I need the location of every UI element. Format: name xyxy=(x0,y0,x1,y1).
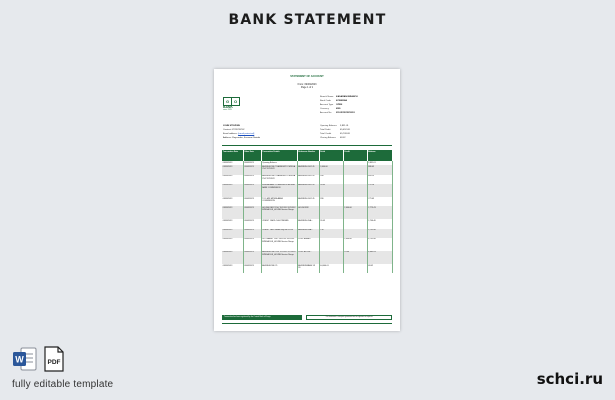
info-value: KES xyxy=(336,108,341,110)
info-value: KASARANI BRANCH xyxy=(336,96,358,98)
table-cell: 09/09/2023 xyxy=(243,206,261,219)
bank-logo xyxy=(223,97,245,112)
table-cell: 09/09/2023 xyxy=(243,219,261,228)
table-cell: 09/09/2023 xyxy=(222,175,243,184)
balance-value: 48.02 xyxy=(340,137,346,139)
transactions-table xyxy=(222,150,393,273)
balance-value: 3,831.01 xyxy=(340,125,349,127)
table-cell: CREDIT CARD CHG PREPAID xyxy=(261,219,297,228)
table-cell: 730 xyxy=(319,229,343,238)
table-cell: ANDREW-CHA... xyxy=(297,219,319,228)
table-cell: 4,732.46 xyxy=(367,238,392,251)
table-row xyxy=(222,264,392,273)
customer-name: JOHN STEVENS xyxy=(223,125,240,127)
table-cell: 09/09/2023 xyxy=(243,175,261,184)
pdf-document-icon xyxy=(43,346,65,372)
table-cell: HOLNOR2K xyxy=(297,206,319,219)
table-cell: ANDREIKOSE 25 xyxy=(261,264,297,273)
customer-key: Address: xyxy=(223,137,232,139)
table-cell: 2,000.00 xyxy=(343,206,367,219)
column-header: Reference Number xyxy=(297,150,319,161)
table-cell: 26.03 xyxy=(319,184,343,197)
table-row xyxy=(222,165,392,174)
logo-letter-g: G xyxy=(223,97,232,106)
table-cell: ANDREW-C602 45 xyxy=(297,197,319,206)
table-cell: CREDIT LIEU Goods Buy 046 XXXX xyxy=(261,229,297,238)
table-row xyxy=(222,175,392,184)
column-header: Transaction Date xyxy=(222,150,243,161)
table-cell: 09/09/2023 xyxy=(243,264,261,273)
table-cell: 09/09/2023 xyxy=(222,251,243,264)
table-cell xyxy=(343,197,367,206)
table-cell: 09/09/2023 xyxy=(243,229,261,238)
footer-note-left: Transaction has been registered by the Central Bank of Kenya xyxy=(222,315,302,320)
column-header: Credit xyxy=(343,150,367,161)
table-cell xyxy=(319,238,343,251)
table-cell xyxy=(319,206,343,219)
table-cell: 09/09/2023 xyxy=(243,251,261,264)
column-header: Balance xyxy=(367,150,392,161)
customer-email-link[interactable]: [email protected] xyxy=(238,133,255,135)
statement-period: From: 09/09/2023 xyxy=(297,83,317,86)
info-key: Bank Code xyxy=(320,100,331,102)
balance-key: Total Debit xyxy=(320,129,331,131)
customer-contact: 07XXXXXXX xyxy=(231,129,245,131)
table-cell xyxy=(343,264,367,273)
table-cell: 09/09/2023 xyxy=(222,219,243,228)
table-cell: SOT-MANSY 2547 XXXXXX XXXXXX MPESA DLN_HOUSE Service Rouya xyxy=(261,238,297,251)
info-key: Account Type xyxy=(320,104,334,106)
table-cell: ANDREIKOSE TRANSFERTO MPESA 2547 XXXXXX xyxy=(261,165,297,174)
banner-title: BANK STATEMENT xyxy=(228,12,387,28)
editable-caption: fully editable template xyxy=(12,379,114,390)
table-cell: 3,831.01 xyxy=(367,161,392,165)
table-cell: 2,773.43 xyxy=(367,206,392,219)
logo-tagline: since 1925 xyxy=(223,109,232,111)
customer-address: Roysambu, Kasarani Nairobi xyxy=(232,137,261,139)
table-cell xyxy=(343,184,367,197)
table-cell: 773.43 xyxy=(367,197,392,206)
table-cell: 09/09/2023 xyxy=(222,165,243,174)
table-cell: ANDREW-C602 45 xyxy=(297,184,319,197)
table-cell: 3,000.00 xyxy=(319,165,343,174)
table-cell: 09/09/2023 xyxy=(222,197,243,206)
table-row xyxy=(222,251,392,264)
table-cell: 48.02 xyxy=(367,264,392,273)
info-value: OPEN xyxy=(336,104,343,106)
footer-note-right: This statement is computer generated and no signature is required xyxy=(306,315,392,320)
header-divider xyxy=(222,145,392,146)
table-cell: 2,000.00 xyxy=(343,238,367,251)
table-row xyxy=(222,219,392,228)
table-row xyxy=(222,206,392,219)
table-cell xyxy=(343,165,367,174)
table-cell: HOUSE RENT 2547 XXXXXX XXXXXX MPESA DLN_HOUSE Service Rouya xyxy=(261,206,297,219)
table-cell: MPESA BANK COMMISSION MPESA BANK COMMISSION xyxy=(261,184,297,197)
logo-name: BANK xyxy=(223,105,233,109)
table-cell: 09/09/2023 xyxy=(222,264,243,273)
table-cell: ANDREIKOSE 2547 XXXXXX XXXXXX MPESA DLN_HOUSE Service Rouya xyxy=(261,251,297,264)
info-key: Currency xyxy=(320,108,329,110)
info-value: KCBKENA xyxy=(336,100,347,102)
table-row xyxy=(222,238,392,251)
table-cell: 888.03 xyxy=(367,165,392,174)
table-cell: 44,000.01 xyxy=(319,264,343,273)
table-cell: 2,746.40 xyxy=(367,219,392,228)
table-cell: 09/09/2023 xyxy=(222,161,243,165)
word-icon-label: W xyxy=(15,354,24,365)
table-cell: 09/09/2023 xyxy=(222,238,243,251)
balance-key: Total Credit xyxy=(320,133,332,135)
statement-page-number: Page 1 of 1 xyxy=(300,86,314,89)
table-cell xyxy=(343,219,367,228)
table-cell: 330 xyxy=(319,197,343,206)
table-cell: XXXX BIMART xyxy=(297,238,319,251)
table-row xyxy=(222,229,392,238)
info-key: Branch Name xyxy=(320,96,334,98)
balance-key: Closing Balance xyxy=(320,137,336,139)
table-cell: ANDREW-C602 45 xyxy=(297,175,319,184)
table-cell: 4,685.43 xyxy=(367,251,392,264)
info-value: 0110XXXXXXXX01 xyxy=(336,112,355,114)
table-cell: 09/09/2023 xyxy=(243,165,261,174)
statement-title: STATEMENT OF ACCOUNT xyxy=(290,75,324,78)
statement-page xyxy=(214,69,400,331)
table-cell: 09/09/2023 xyxy=(243,238,261,251)
pdf-icon-label: PDF xyxy=(47,359,61,366)
table-cell: 2,732.46 xyxy=(367,229,392,238)
word-document-icon xyxy=(12,346,38,372)
table-cell: 09/09/2023 xyxy=(243,184,261,197)
logo-letter-o: O xyxy=(231,97,240,106)
table-cell: ANDREIKOSE TRANSFERTO MPESA 2547 XXXXXX xyxy=(261,175,297,184)
customer-key: Email address: xyxy=(223,133,238,135)
table-row xyxy=(222,184,392,197)
column-header: Debit xyxy=(319,150,343,161)
table-cell: XXXX BIZ HS... xyxy=(297,251,319,264)
table-cell: 09/09/2023 xyxy=(243,161,261,165)
table-cell: 26.03 xyxy=(319,219,343,228)
table-cell: 330 xyxy=(319,175,343,184)
customer-key: Contact: xyxy=(223,129,232,131)
table-cell: ANDREW-CHA... xyxy=(297,229,319,238)
table-cell: TOO MIR MPESA BANK COMMISSION xyxy=(261,197,297,206)
table-cell: 776.16 xyxy=(367,184,392,197)
table-cell xyxy=(343,229,367,238)
balance-value: 45,452.09 xyxy=(340,129,350,131)
table-cell: ANDREWMASE XX 26 xyxy=(297,264,319,273)
site-watermark: schci.ru xyxy=(536,370,603,388)
table-cell: Opening Balance xyxy=(261,161,297,165)
table-cell: 603.19 xyxy=(367,175,392,184)
footer-rule xyxy=(222,323,392,324)
balance-value: 45,709.09 xyxy=(340,133,350,135)
table-header-row xyxy=(222,150,392,161)
table-cell: ANDREW-C602 45 xyxy=(297,165,319,174)
table-cell: 09/09/2023 xyxy=(222,229,243,238)
table-cell: 25.00 xyxy=(343,251,367,264)
balance-key: Opening Balance xyxy=(320,125,337,127)
info-key: Account No xyxy=(320,112,332,114)
table-cell: 09/09/2023 xyxy=(243,197,261,206)
table-cell: 09/09/2023 xyxy=(222,206,243,219)
table-cell xyxy=(343,175,367,184)
statement-footer xyxy=(222,315,392,320)
table-cell: 09/09/2023 xyxy=(222,184,243,197)
table-row xyxy=(222,197,392,206)
table-cell xyxy=(319,251,343,264)
column-header: Transaction Details xyxy=(261,150,297,161)
column-header: Value Date xyxy=(243,150,261,161)
